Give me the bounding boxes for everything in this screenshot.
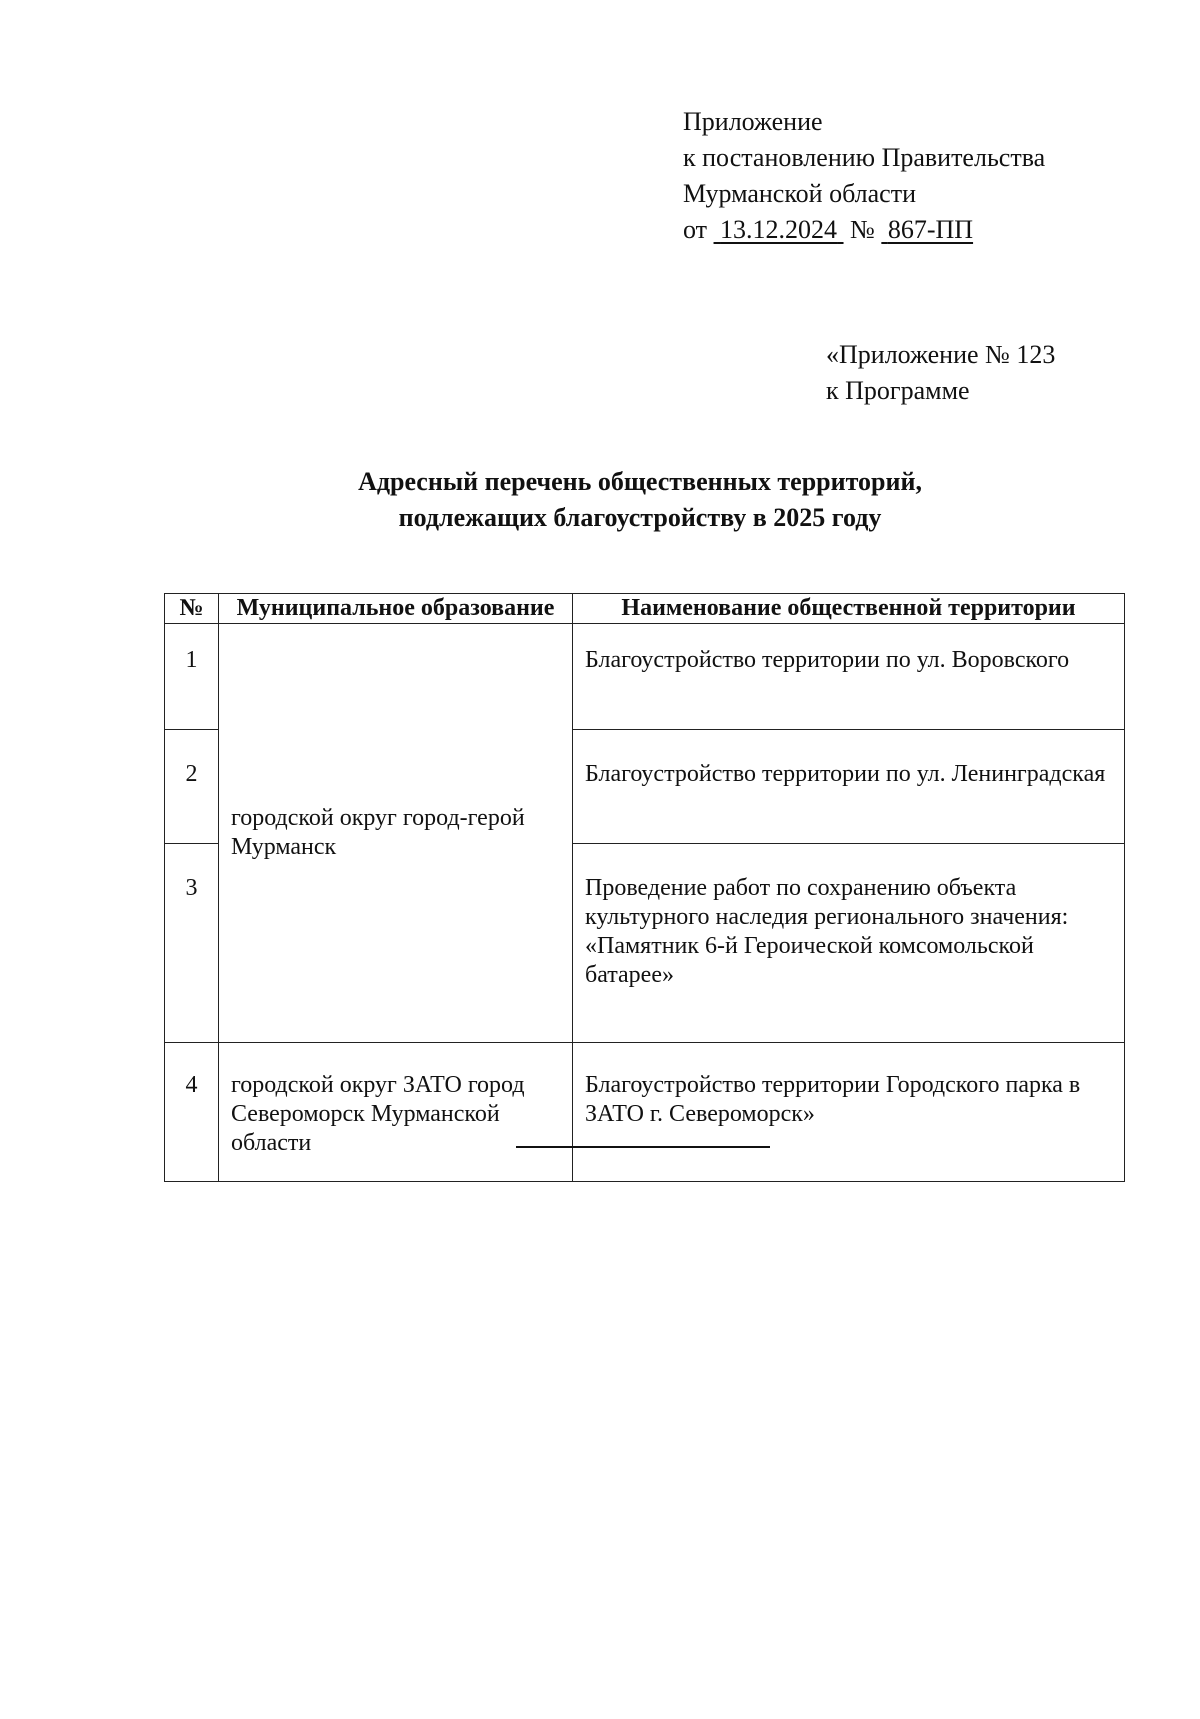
row-territory-name: Благоустройство территории по ул. Воровского	[573, 624, 1125, 730]
header-mo: Муниципальное образование	[219, 594, 573, 624]
title-line-2: подлежащих благоустройству в 2025 году	[398, 503, 882, 532]
header-name: Наименование общественной территории	[573, 594, 1125, 624]
date-prefix: от	[683, 215, 708, 244]
row-territory-name: Проведение работ по сохранению объекта культурного наследия регионального значения: «Памятник 6-й Героической комсомольской батарее»	[573, 844, 1125, 1043]
row-territory-name: Благоустройство территории Городского парка в ЗАТО г. Североморск»	[573, 1043, 1125, 1182]
header-num: №	[165, 594, 219, 624]
row-num: 4	[165, 1043, 219, 1182]
end-separator-line	[516, 1146, 770, 1148]
row-municipality: городской округ ЗАТО город Североморск Мурманской области	[219, 1043, 573, 1182]
appendix-line-2: к Программе	[826, 376, 970, 405]
approval-date: 13.12.2024	[720, 215, 838, 244]
approval-line-1: Приложение	[683, 107, 823, 136]
row-territory-name: Благоустройство территории по ул. Ленинградская	[573, 730, 1125, 844]
approval-block	[683, 104, 1045, 248]
table-header-row	[165, 594, 1125, 624]
appendix-line-1: «Приложение № 123	[826, 340, 1056, 369]
appendix-block	[826, 337, 1055, 409]
number-sign: №	[850, 215, 875, 244]
title-line-1: Адресный перечень общественных территорий,	[358, 467, 922, 496]
row-num: 3	[165, 844, 219, 1043]
table-row	[165, 1043, 1125, 1182]
approval-line-3: Мурманской области	[683, 179, 916, 208]
approval-date-line	[683, 212, 1045, 248]
table-row	[165, 624, 1125, 730]
document-title	[160, 464, 1120, 536]
row-municipality: городской округ город-герой Мурманск	[219, 624, 573, 1043]
approval-line-2: к постановлению Правительства	[683, 143, 1046, 172]
territory-table	[164, 593, 1125, 1182]
row-num: 1	[165, 624, 219, 730]
approval-number: 867-ПП	[887, 215, 974, 244]
row-num: 2	[165, 730, 219, 844]
